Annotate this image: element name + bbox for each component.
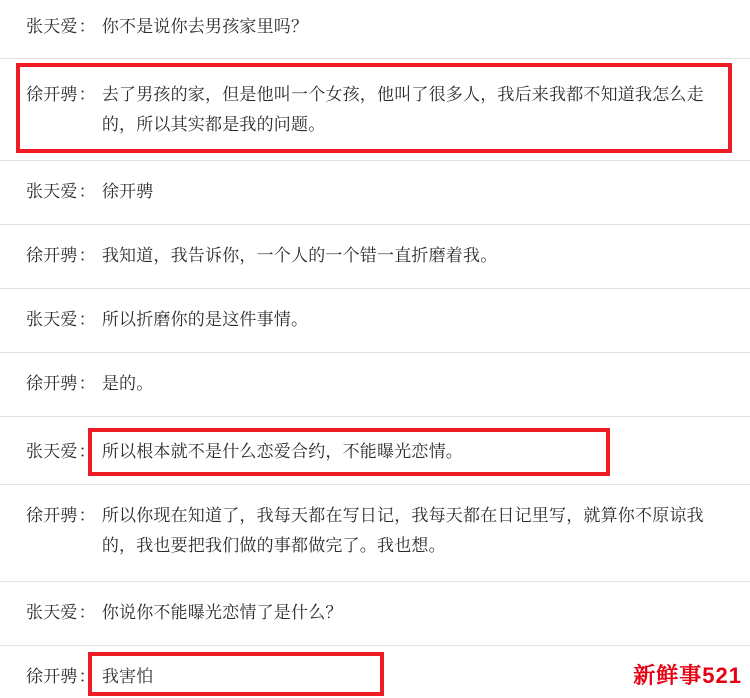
watermark: 新鲜事521 xyxy=(633,663,742,688)
message-text: 你不是说你去男孩家里吗？ xyxy=(101,17,309,36)
chat-message xyxy=(26,437,720,467)
message-colon: ： xyxy=(78,17,96,36)
message-speaker: 徐开骋 xyxy=(26,506,78,525)
message-colon: ： xyxy=(78,667,96,686)
message-colon: ： xyxy=(78,374,96,393)
divider xyxy=(0,352,750,353)
message-text: 是的。 xyxy=(101,374,154,393)
divider xyxy=(0,416,750,417)
message-speaker: 徐开骋 xyxy=(26,246,78,265)
message-speaker: 张天爱 xyxy=(26,310,78,329)
chat-message xyxy=(26,80,710,140)
message-speaker: 张天爱 xyxy=(26,17,78,36)
message-text: 所以你现在知道了，我每天都在写日记，我每天都在日记里写，就算你不原谅我的，我也要把我们做的事都做完了。我也想。 xyxy=(101,506,704,555)
divider xyxy=(0,224,750,225)
message-speaker: 张天爱 xyxy=(26,603,78,622)
message-speaker: 张天爱 xyxy=(26,182,78,201)
message-colon: ： xyxy=(78,310,96,329)
message-colon: ： xyxy=(78,506,96,525)
divider xyxy=(0,645,750,646)
message-text: 我害怕 xyxy=(101,667,154,686)
divider xyxy=(0,581,750,582)
message-text: 你说你不能曝光恋情了是什么？ xyxy=(101,603,343,622)
message-speaker: 徐开骋 xyxy=(26,85,78,104)
chat-message xyxy=(26,305,720,335)
message-text: 去了男孩的家，但是他叫一个女孩，他叫了很多人，我后来我都不知道我怎么走的，所以其实都是我的问题。 xyxy=(101,85,704,134)
chat-message xyxy=(26,177,720,207)
message-speaker: 徐开骋 xyxy=(26,667,78,686)
divider xyxy=(0,288,750,289)
message-colon: ： xyxy=(78,85,96,104)
message-colon: ： xyxy=(78,246,96,265)
message-text: 所以折磨你的是这件事情。 xyxy=(101,310,309,329)
chat-message xyxy=(26,662,720,692)
message-text: 我知道，我告诉你，一个人的一个错一直折磨着我。 xyxy=(101,246,498,265)
message-text: 所以根本就不是什么恋爱合约，不能曝光恋情。 xyxy=(101,442,464,461)
chat-message xyxy=(26,369,720,399)
chat-message xyxy=(26,241,720,271)
message-speaker: 徐开骋 xyxy=(26,374,78,393)
divider xyxy=(0,58,750,59)
divider xyxy=(0,484,750,485)
chat-message xyxy=(26,598,720,628)
divider xyxy=(0,160,750,161)
message-colon: ： xyxy=(78,442,96,461)
message-colon: ： xyxy=(78,182,96,201)
message-speaker: 张天爱 xyxy=(26,442,78,461)
chat-message xyxy=(26,12,720,42)
chat-message xyxy=(26,501,716,561)
message-text: 徐开骋 xyxy=(101,182,154,201)
message-colon: ： xyxy=(78,603,96,622)
